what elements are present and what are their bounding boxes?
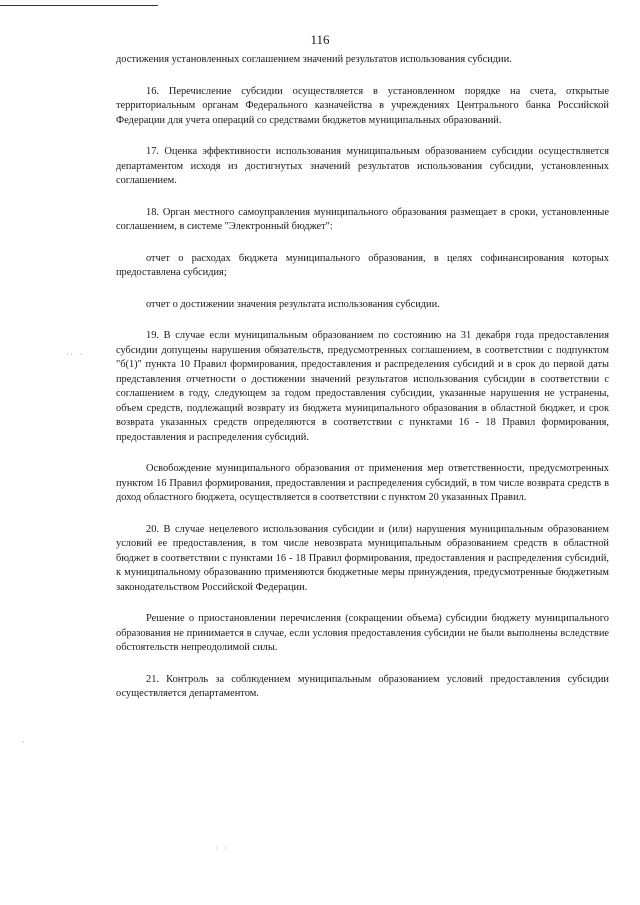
paragraph-18-item-2: отчет о достижении значения результата использования субсидии. bbox=[146, 298, 440, 310]
document-body bbox=[116, 53, 609, 702]
top-rule bbox=[0, 5, 158, 6]
paragraph-18: 18. Орган местного самоуправления муниципального образования размещает в сроки, установленные соглашением, в системе "Электронный бюджет": bbox=[116, 206, 609, 232]
scan-speck: · bbox=[22, 738, 27, 747]
paragraph-19-exemption: Освобождение муниципального образования от применения мер ответственности, предусмотренных пунктом 16 Правил формирования, предоставления и распределения субсидий, в том числе возврата средств в доход областного бюджета, осуществляется в соответствии с пунктом 20 указанных Правил. bbox=[116, 463, 609, 503]
scan-speck: · · bbox=[215, 844, 229, 853]
paragraph-continuation: достижения установленных соглашением значений результатов использования субсидии. bbox=[116, 54, 512, 65]
paragraph-19: 19. В случае если муниципальным образованием по состоянию на 31 декабря года предоставления субсидии допущены нарушения обязательств, предусмотренных соглашением, в соответствии с подпунктом "б(1)" пункта 10 Правил формирования, предоставления и распределения субсидий и в срок до первой даты представления отчетности о достижении значений результатов использования субсидии в соответствии с соглашением в году, следующем за годом предоставления субсидии, указанные нарушения не устранены, объем средств, подлежащий возврату из бюджета муниципального образования в областной бюджет, и срок возврата указанных средств определяются в соответствии с пунктами 16 - 18 Правил формирования, предоставления и распределения субсидий. bbox=[116, 330, 609, 443]
paragraph-21: 21. Контроль за соблюдением муниципальным образованием условий предоставления субсидии осуществляется департаментом. bbox=[116, 673, 609, 699]
paragraph-20: 20. В случае нецелевого использования субсидии и (или) нарушения муниципальным образованием условий ее предоставления, в том числе невозврата муниципальным образованием средств в областной бюджет в соответствии с пунктами 16 - 18 Правил формирования, предоставления и распределения субсидий, к муниципальному образованию применяются бюджетные меры принуждения, предусмотренные бюджетным законодательством Российской Федерации. bbox=[116, 523, 609, 593]
paragraph-20-decision: Решение о приостановлении перечисления (сокращении объема) субсидии бюджету муниципального образования не принимается в случае, если условия предоставления субсидии не были выполнены вследствие обстоятельств непреодолимой силы. bbox=[116, 613, 609, 653]
paragraph-18-item-1: отчет о расходах бюджета муниципального образования, в целях софинансирования которых предоставлена субсидия; bbox=[116, 252, 609, 278]
paragraph-17: 17. Оценка эффективности использования муниципальным образованием субсидии осуществляется департаментом исходя из достигнутых значений результатов использования субсидии, установленных соглашением. bbox=[116, 146, 609, 186]
page-number: 116 bbox=[310, 32, 330, 47]
paragraph-16: 16. Перечисление субсидии осуществляется в установленном порядке на счета, открытые территориальным органам Федерального казначейства в учреждениях Центрального банка Российской Федерации для учета операций со средствами бюджетов муниципальных образований. bbox=[116, 85, 609, 126]
scan-speck: ·· · bbox=[66, 350, 85, 359]
